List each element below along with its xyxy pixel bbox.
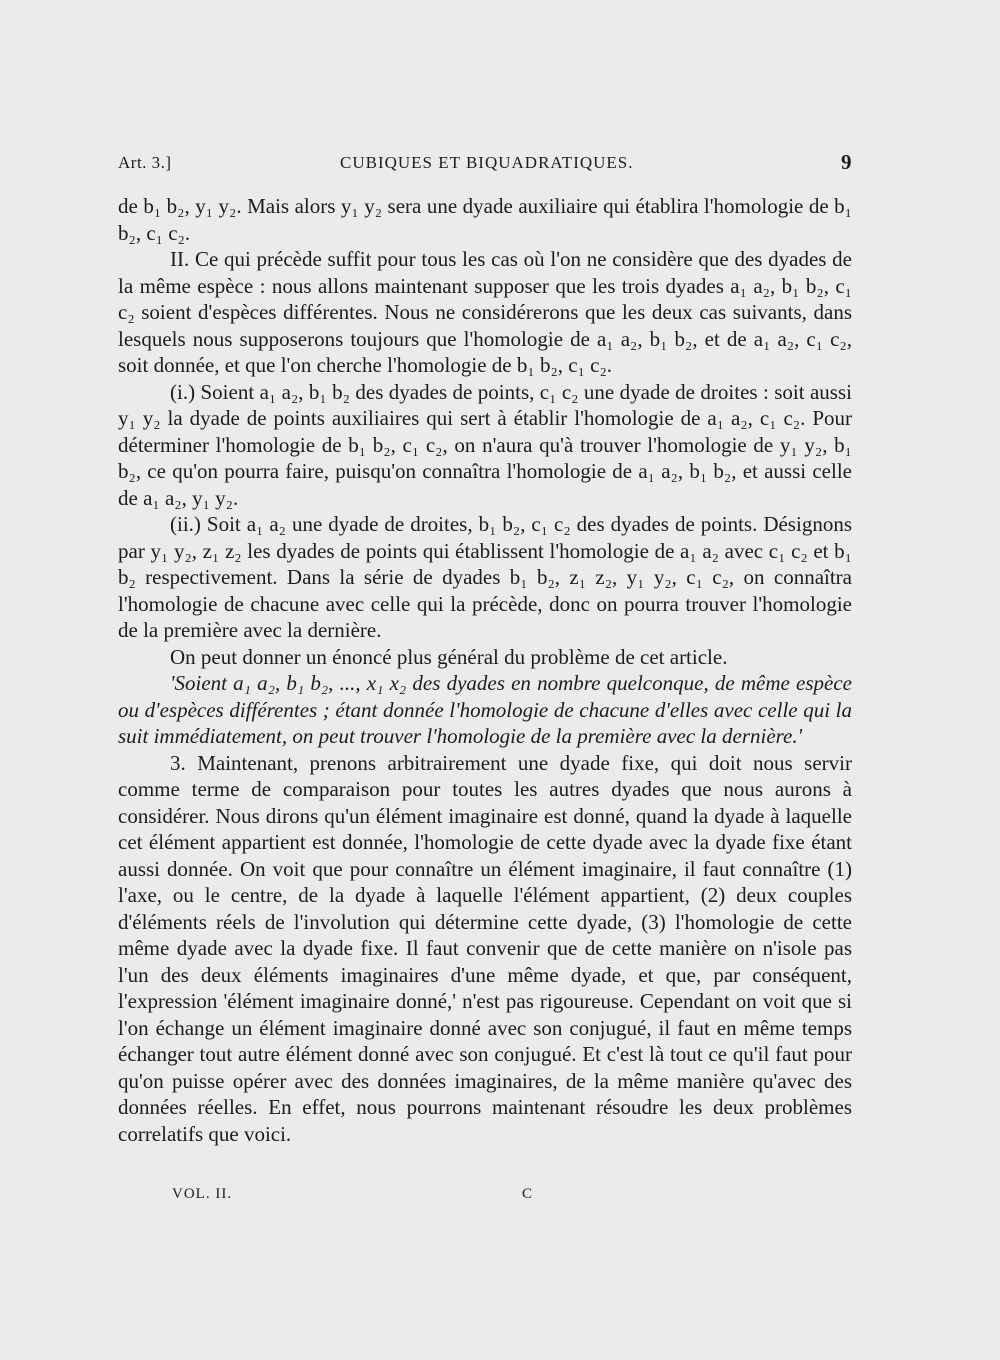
paragraph-case-ii: II. Ce qui précède suffit pour tous les cas où l'on ne considère que des dyades de la même espèce : nous allons maintenant supposer que les trois dyades a₁ a₂, b₁ b₂, c₁ c₂ soient d'espèces différentes. Nous ne considérerons que les deux cas suivants, dans lesquels nous supposerons toujours que l'homologie de a₁ a₂, b₁ b₂, et de a₁ a₂, c₁ c₂, soit donnée, et que l'on cherche l'homologie de b₁ b₂, c₁ c₂. [118,247,852,377]
paragraph-general-statement-intro: On peut donner un énoncé plus général du problème de cet article. [170,644,728,669]
volume-marker: VOL. II. [172,1186,233,1202]
article-reference: Art. 3.] [118,153,172,172]
body-text [118,193,852,1147]
paragraph-sub-i: (i.) Soient a₁ a₂, b₁ b₂ des dyades de points, c₁ c₂ une dyade de droites : soit aussi y₁ y₂ la dyade de points auxiliaires qui sert à établir l'homologie de a₁ a₂, c₁ c₂. Pour déterminer l'homologie de b₁ b₂, c₁ c₂, on n'aura qu'à trouver l'homologie de y₁ y₂, b₁ b₂, ce qu'on pourra faire, puisqu'on connaîtra l'homologie de a₁ a₂, b₁ b₂, et aussi celle de a₁ a₂, y₁ y₂. [118,379,852,510]
page-number: 9 [841,150,852,174]
paragraph-section-3: 3. Maintenant, prenons arbitrairement une dyade fixe, qui doit nous servir comme terme de comparaison pour toutes les autres dyades que nous aurons à considérer. Nous dirons qu'un élément imaginaire est donné, quand la dyade à laquelle cet élément appartient est donnée, l'homologie de cette dyade avec la dyade fixe étant aussi donnée. On voit que pour connaître un élément imaginaire, il faut connaître (1) l'axe, ou le centre, de la dyade à laquelle l'élément appartient, (2) deux couples d'éléments réels de l'involution qui détermine cette dyade, (3) l'homologie de cette même dyade avec la dyade fixe. Il faut convenir que de cette manière on n'isole pas l'un des deux éléments imaginaires d'une même dyade, et que, par conséquent, l'expression 'élément imaginaire donné,' n'est pas rigoureuse. Cependant on voit que si l'on échange un élément imaginaire donné avec son conjugué, il faut en même temps échanger tout autre élément donné avec son conjugué. Et c'est là tout ce qu'il faut pour qu'on puisse opérer avec des données imaginaires, de la même manière qu'avec des données réelles. En effet, nous pourrons maintenant résoudre les deux problèmes correlatifs que voici. [118,750,852,1146]
paragraph-general-statement: 'Soient a₁ a₂, b₁ b₂, ..., x₁ x₂ des dyades en nombre quelconque, de même espèce ou d'espèces différentes ; étant donnée l'homologie de chacune d'elles avec celle qui la suit immédiatement, on peut trouver l'homologie de la première avec la dernière.' [118,671,852,748]
paragraph-continuation: de b₁ b₂, y₁ y₂. Mais alors y₁ y₂ sera une dyade auxiliaire qui établira l'homologie de b₁ b₂, c₁ c₂. [118,194,852,245]
running-title: CUBIQUES ET BIQUADRATIQUES. [340,153,634,172]
signature-mark: C [522,1186,534,1202]
paragraph-sub-ii: (ii.) Soit a₁ a₂ une dyade de droites, b₁ b₂, c₁ c₂ des dyades de points. Désignons par y₁ y₂, z₁ z₂ les dyades de points qui établissent l'homologie de a₁ a₂ avec c₁ c₂ et b₁ b₂ respectivement. Dans la série de dyades b₁ b₂, z₁ z₂, y₁ y₂, c₁ c₂, on connaîtra l'homologie de chacune avec celle qui la précède, donc on pourra trouver l'homologie de la première avec la dernière. [118,512,852,642]
running-header [118,150,852,176]
